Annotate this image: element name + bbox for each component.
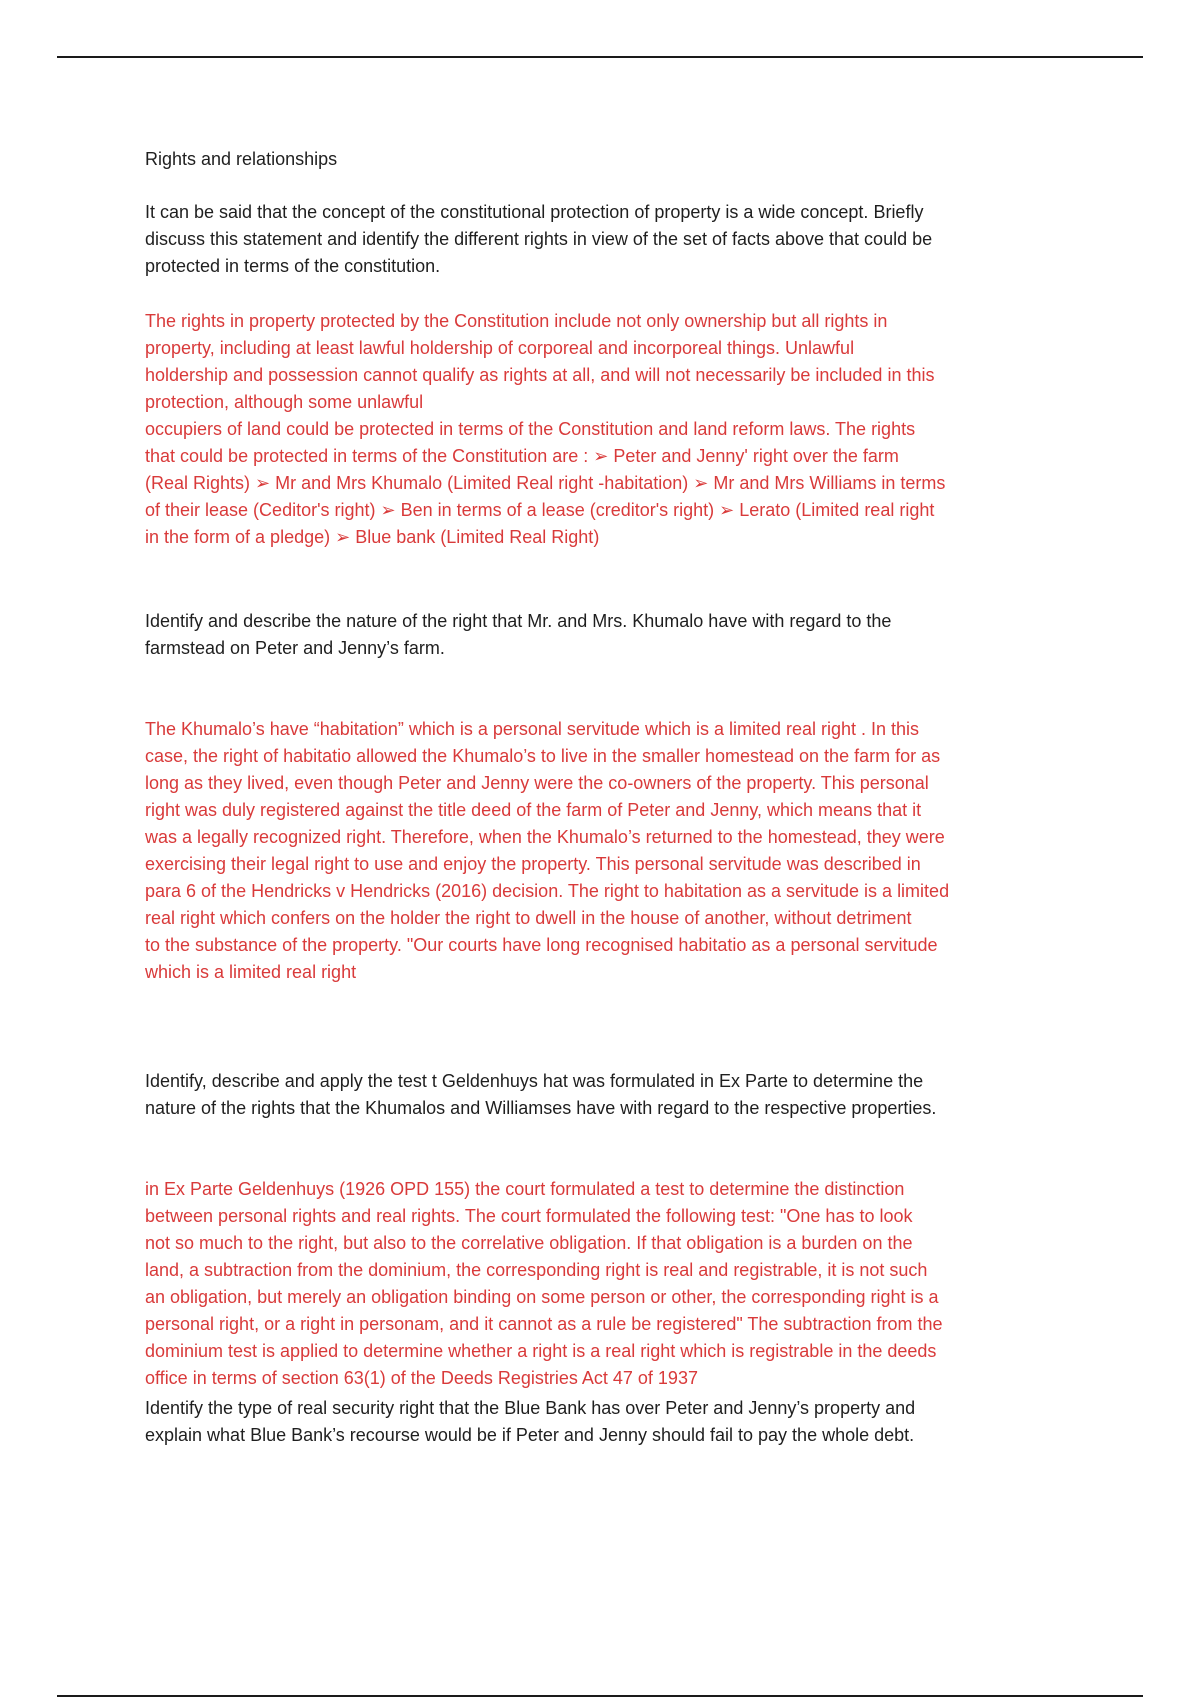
answer-2-line: which is a limited real right: [145, 962, 357, 982]
answer-1-line: of their lease (Ceditor's right) ➢ Ben in terms of a lease (creditor's right) ➢ Lerato (Limited real right: [145, 500, 935, 520]
answer-2: [145, 716, 949, 986]
question-2-line: farmstead on Peter and Jenny’s farm.: [145, 638, 445, 658]
question-1-line: protected in terms of the constitution.: [145, 256, 441, 276]
answer-2-line: long as they lived, even though Peter and Jenny were the co-owners of the property. This personal: [145, 773, 929, 793]
question-4-line: Identify the type of real security right that the Blue Bank has over Peter and Jenny’s property and: [145, 1398, 916, 1418]
question-1: [145, 199, 932, 280]
answer-3-line: an obligation, but merely an obligation binding on some person or other, the corresponding right is a: [145, 1287, 939, 1307]
question-1-line: It can be said that the concept of the constitutional protection of property is a wide concept. Briefly: [145, 202, 924, 222]
answer-1-line: in the form of a pledge) ➢ Blue bank (Limited Real Right): [145, 527, 600, 547]
answer-1-line: holdership and possession cannot qualify as rights at all, and will not necessarily be included in this: [145, 365, 935, 385]
answer-1-line: that could be protected in terms of the Constitution are : ➢ Peter and Jenny' right over the farm: [145, 446, 899, 466]
answer-2-line: real right which confers on the holder the right to dwell in the house of another, without detriment: [145, 908, 912, 928]
answer-1-line: occupiers of land could be protected in terms of the Constitution and land reform laws. The rights: [145, 419, 916, 439]
answer-3: [145, 1176, 943, 1392]
answer-1-line: (Real Rights) ➢ Mr and Mrs Khumalo (Limited Real right -habitation) ➢ Mr and Mrs Williams in terms: [145, 473, 946, 493]
question-3-line: Identify, describe and apply the test t Geldenhuys hat was formulated in Ex Parte to determine the: [145, 1071, 924, 1091]
question-3: [145, 1068, 936, 1122]
answer-2-line: exercising their legal right to use and enjoy the property. This personal servitude was described in: [145, 854, 921, 874]
answer-3-line: dominium test is applied to determine whether a right is a real right which is registrable in the deeds: [145, 1341, 937, 1361]
answer-3-line: land, a subtraction from the dominium, the corresponding right is real and registrable, it is not such: [145, 1260, 928, 1280]
answer-2-line: case, the right of habitatio allowed the Khumalo’s to live in the smaller homestead on the farm for as: [145, 746, 941, 766]
answer-3-line: office in terms of section 63(1) of the Deeds Registries Act 47 of 1937: [145, 1368, 698, 1388]
question-3-line: nature of the rights that the Khumalos and Williamses have with regard to the respective properties.: [145, 1098, 937, 1118]
answer-1-line: protection, although some unlawful: [145, 392, 424, 412]
answer-2-line: The Khumalo’s have “habitation” which is a personal servitude which is a limited real right . In this: [145, 719, 920, 739]
header-rule: [57, 56, 1143, 58]
answer-1: [145, 308, 945, 551]
answer-3-line: personal right, or a right in personam, and it cannot as a rule be registered" The subtraction from the: [145, 1314, 943, 1334]
question-2: [145, 608, 891, 662]
answer-3-line: not so much to the right, but also to the correlative obligation. If that obligation is a burden on the: [145, 1233, 913, 1253]
footer-rule: [57, 1695, 1143, 1697]
answer-3-line: in Ex Parte Geldenhuys (1926 OPD 155) the court formulated a test to determine the distinction: [145, 1179, 905, 1199]
answer-2-line: to the substance of the property. "Our courts have long recognised habitatio as a personal servitude: [145, 935, 938, 955]
answer-3-line: between personal rights and real rights. The court formulated the following test: "One has to look: [145, 1206, 913, 1226]
answer-1-line: property, including at least lawful holdership of corporeal and incorporeal things. Unlawful: [145, 338, 855, 358]
document-title: Rights and relationships: [145, 149, 338, 169]
answer-2-line: was a legally recognized right. Therefore, when the Khumalo’s returned to the homestead, they were: [145, 827, 945, 847]
answer-2-line: right was duly registered against the title deed of the farm of Peter and Jenny, which means that it: [145, 800, 922, 820]
question-4: [145, 1395, 915, 1449]
question-4-line: explain what Blue Bank’s recourse would be if Peter and Jenny should fail to pay the whole debt.: [145, 1425, 915, 1445]
answer-2-line: para 6 of the Hendricks v Hendricks (2016) decision. The right to habitation as a servitude is a limited: [145, 881, 950, 901]
question-2-line: Identify and describe the nature of the right that Mr. and Mrs. Khumalo have with regard to the: [145, 611, 892, 631]
question-1-line: discuss this statement and identify the different rights in view of the set of facts above that could be: [145, 229, 933, 249]
answer-1-line: The rights in property protected by the Constitution include not only ownership but all rights in: [145, 311, 888, 331]
